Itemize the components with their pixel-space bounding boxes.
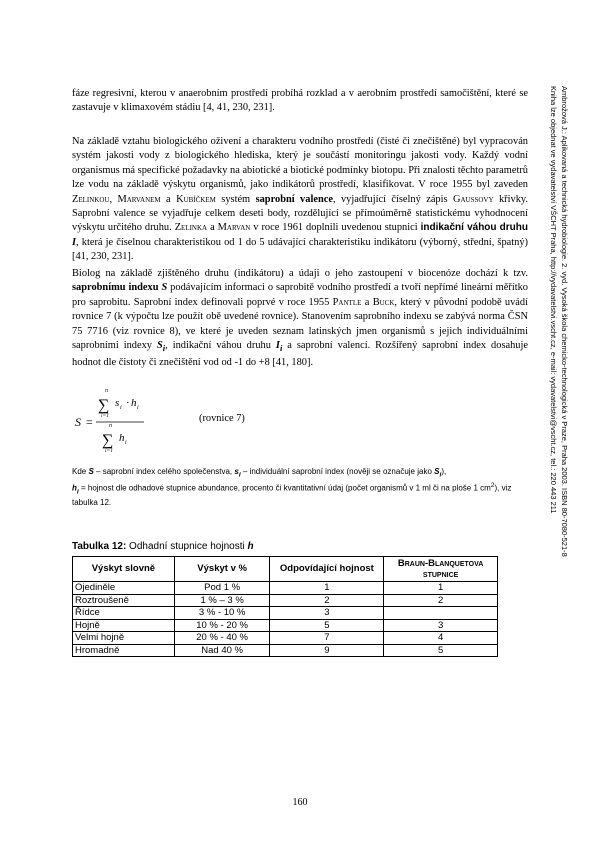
table-cell: 9 [270, 644, 384, 657]
eq-den-upper: n [109, 423, 112, 429]
table-row [73, 644, 498, 657]
table-cell: 1 % – 3 % [174, 594, 270, 607]
eq-den-h-sub: i [125, 440, 127, 446]
table-cell: 5 [270, 619, 384, 632]
table-cell: Hojně [73, 619, 175, 632]
table-cell: 10 % - 20 % [174, 619, 270, 632]
header-vyskyt-slovne: Výskyt slovně [73, 557, 175, 582]
side-note-line-1: Ambrožová J.: Aplikovaná a technická hydrobiologie. 2. vyd. Vysoká škola chemicko-technologická v Praze, Praha 2003. ISBN 80-7080-521-8 [560, 86, 569, 557]
eq-equals: = [86, 415, 93, 429]
table-cell: 3 % - 10 % [174, 607, 270, 620]
side-citation-note [530, 86, 570, 584]
eq-num-upper: n [105, 388, 108, 394]
table-cell: 20 % - 40 % [174, 632, 270, 645]
table-cell: Ojediněle [73, 582, 175, 595]
eq-num-lower: i=1 [101, 413, 109, 419]
table-header-row [73, 557, 498, 582]
table-row [73, 594, 498, 607]
table-cell: 7 [270, 632, 384, 645]
eq-num-sum: ∑ [98, 397, 110, 414]
eq-lhs: S [75, 415, 81, 429]
table-row [73, 582, 498, 595]
eq-den-h: h [119, 432, 125, 444]
eq-num-h-sub: i [137, 405, 139, 411]
header-hojnost: Odpovídající hojnost [270, 557, 384, 582]
table-cell [384, 607, 498, 620]
table-cell: Velmi hojně [73, 632, 175, 645]
eq-num-s-sub: i [120, 405, 122, 411]
table-row [73, 619, 498, 632]
eq-num-dot: · [126, 397, 130, 409]
header-braun-blanquet: Braun-Blanquetova stupnice [384, 557, 498, 582]
abundance-table [72, 556, 498, 657]
table-cell: 1 [270, 582, 384, 595]
header-vyskyt-procenta: Výskyt v % [174, 557, 270, 582]
page-number: 160 [292, 797, 308, 808]
equation-label: (rovnice 7) [199, 413, 245, 424]
table-cell: Hromadně [73, 644, 175, 657]
side-note-line-2: Kniha lze objednat ve vydavatelství VŠCHT Praha, http://vydavatelstvi.vscht.cz, e-mail: vydavatelstvi@vscht.cz, tel.: 220 443 211 [549, 86, 558, 514]
paragraph-intro: fáze regresivní, kterou v anaerobním prostředí probíhá rozklad a v aerobním prostředí samočištění, které se zastavuje v klimaxovém stádiu [4, 41, 230, 231]. [72, 88, 528, 114]
paragraph-saprobic-index: Biolog na základě zjištěného druhu (indikátoru) a údaji o jeho zastoupení v biocenóze dochází k tzv. saprobnímu indexu S podávajícím informaci o saprobitě vodního prostředí a tvoří nepřímé lineární měřítko pro saprobitu. Saprobní index definovali poprvé v roce 1955 Pantle a Buck, který v původní podobě uvádí rovnice 7 (k výpočtu lze použít obě uvedené rovnice). Stanovením saprobního indexu se zabývá norma ČSN 75 7716 (viz rovnice 8), ve které je uveden seznam latinských jmen organismů s jejich individuálními saprobními indexy $S_i$, indikační váhou druhu $I_i$ a saprobní valencí. Rozšířený saprobní index dosahuje hodnot dle čistoty či znečištění vod od -1 do +8 [41, 180]. [72, 268, 528, 368]
table-cell: 5 [384, 644, 498, 657]
table-cell: Nad 40 % [174, 644, 270, 657]
term-saprobni-valence: saprobní valence [255, 193, 333, 205]
table-title: Tabulka 12: Odhadní stupnice hojnosti h [72, 541, 254, 552]
table-cell: Roztroušeně [73, 594, 175, 607]
paragraph-saprobic-valence: Na základě vztahu biologického oživení a charakteru vodního prostředí (čisté či znečištěné) byl vypracován systém jakosti vody z biologického hlediska, který je součástí monitoringu jakosti vody. Každý vodní organismus má specifické požadavky na abiotické a biotické podmínky biotopu. Při znalosti těchto parametrů lze vodu na základě výskytu organismů, jako indikátorů prostředí, klasifikovat. V roce 1955 byl zaveden Zelinkou, Marvanem a Kubíčkem systém saprobní valence, vyjadřující číselný zápis Gaussovy křivky. Saprobní valence se vyjadřuje celkem deseti body, rozdělující se přímoúměrně statistickému vyhodnocení výskytu určitého druhu. Zelinka a Marvan v roce 1961 doplnili uvedenou stupnici indikační váhou druhu I, která je číselnou charakteristikou od 1 do 5 udávající charakteristiku indikátoru (výborný, střední, špatný) [41, 230, 231]. [72, 136, 529, 263]
eq-den-sum: ∑ [102, 432, 114, 449]
eq-den-lower: i=1 [105, 448, 113, 454]
eq-num-s: s [115, 397, 120, 409]
table-cell: 2 [384, 594, 498, 607]
table-cell: 3 [270, 607, 384, 620]
table-cell: Pod 1 % [174, 582, 270, 595]
table-cell: 1 [384, 582, 498, 595]
table-row [73, 632, 498, 645]
table-cell: 3 [384, 619, 498, 632]
term-saprobni-index: saprobnímu indexu [72, 282, 159, 294]
equation-caption: Kde S – saprobní index celého společenstva, $s_i$ – individuální saprobní index (nověji se označuje jako $S_i$), $h_i$ = hojnost dle odhadové stupnice abundance, procento či kvantitativní údaj (počet organismů v 1 ml či na ploše 1 $cm^2$), viz tabulka 12. [72, 467, 512, 508]
table-row [73, 607, 498, 620]
table-cell: 2 [270, 594, 384, 607]
term-indikacni-vaha: indikační váhou druhu [420, 222, 528, 234]
table-cell: 4 [384, 632, 498, 645]
eq-num-h: h [131, 397, 137, 409]
table-cell: Řídce [73, 607, 175, 620]
